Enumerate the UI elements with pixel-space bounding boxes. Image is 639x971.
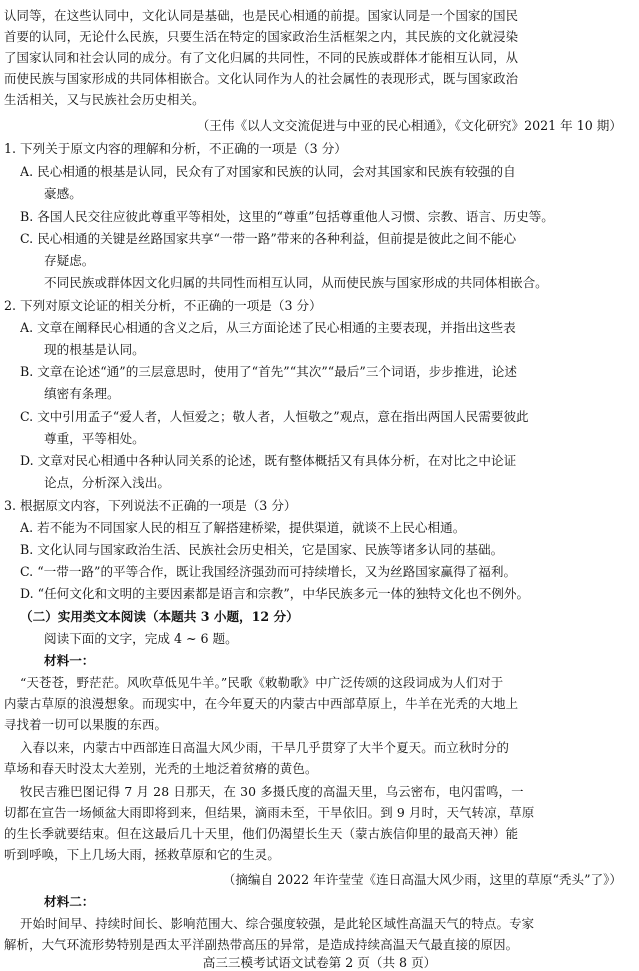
q2-option-b-cont: 缜密有条理。	[44, 386, 120, 401]
material-2-label: 材料二：	[44, 894, 95, 909]
q1-option-c-cont: 存疑虑。	[44, 253, 95, 268]
q2-option-b: B. 文章在论述“通”的三层意思时，使用了“首先”“其次”“最后”三个词语，步步推进，论述	[20, 364, 517, 379]
question-1-stem: 1. 下列关于原文内容的理解和分析，不正确的一项是（3 分）	[4, 141, 347, 156]
material-1-label: 材料一：	[44, 653, 95, 668]
material-1-line: “天苍苍，野茫茫。风吹草低见牛羊。”民歌《敕勒歌》中广泛传颂的这段词成为人们对于	[20, 675, 504, 690]
question-3-stem: 3. 根据原文内容，下列说法不正确的一项是（3 分）	[4, 498, 297, 513]
material-1-line: 寻找着一切可以果腹的东西。	[4, 717, 168, 732]
material-2-line: 开始时间早、持续时间长、影响范围大、综合强度较强，是此轮区域性高温天气的特点。专家	[20, 916, 535, 931]
material-1-line: 的生长季就要结束。但在这最后几十天里，他们仍渴望长生天（蒙古族信仰里的最高天神）能	[4, 826, 519, 841]
material-1-line: 入春以来，内蒙古中西部连日高温大风少雨，干旱几乎贯穿了大半个夏天。而立秋时分的	[20, 740, 510, 755]
material-1-line: 切都在宣告一场倾盆大雨即将到来，但结果，滴雨未至，干旱依旧。到 9 月时，天气转凉，草原	[4, 805, 535, 820]
passage-line: 生活相关，又与民族社会历史相关。	[4, 92, 205, 107]
q2-option-d: D. 文章对民心相通中各种认同关系的论述，既有整体概括又有具体分析，在对比之中论证	[20, 453, 517, 468]
citation: （摘编自 2022 年许莹莹《连日高温大风少雨，这里的草原“秃头”了》）	[222, 872, 622, 887]
q2-option-a: A. 文章在阐释民心相通的含义之后，从三方面论述了民心相通的主要表现，并指出这些表	[20, 320, 516, 335]
q3-option-b: B. 文化认同与国家政治生活、民族社会历史相关，它是国家、民族等诸多认同的基础。	[20, 542, 504, 557]
citation: （王伟《以人文交流促进与中亚的民心相通》，《文化研究》2021 年 10 期）	[196, 118, 622, 133]
q2-option-d-cont: 论点，分析深入浅出。	[44, 475, 170, 490]
passage-line: 首要的认同，无论什么民族，只要生活在特定的国家政治生活框架之内，其民族的文化就浸染	[4, 29, 519, 44]
q1-option-b: B. 各国人民交往应彼此尊重平等相处，这里的“尊重”包括尊重他人习惯、宗教、语言、历史等。	[20, 209, 554, 224]
q2-option-a-cont: 现的根基是认同。	[44, 342, 145, 357]
q1-option-d: 不同民族或群体因文化归属的共同性而相互认同，从而使民族与国家形成的共同体相嵌合。	[44, 275, 548, 290]
material-1-line: 牧民吉雅巴图记得 7 月 28 日那天，在 30 多摄氏度的高温天里，乌云密布，电闪雷鸣，一	[20, 784, 524, 799]
q3-option-a: A. 若不能为不同国家人民的相互了解搭建桥梁，提供渠道，就谈不上民心相通。	[20, 520, 466, 535]
q3-option-c: C. “一带一路”的平等合作，既让我国经济强劲而可持续增长，又为丝路国家赢得了福利。	[20, 564, 517, 579]
material-2-line: 解析，大气环流形势特别是西太平洋副热带高压的异常，是造成持续高温天气最直接的原因。	[4, 937, 519, 952]
page-footer: 高三三模考试语文试卷第 2 页（共 8 页）	[202, 955, 437, 970]
material-1-line: 听到呼唤，下上几场大雨，拯救草原和它的生灵。	[4, 847, 280, 862]
q1-option-c: C. 民心相通的关键是丝路国家共享“一带一路”带来的各种利益，但前提是彼此之间不能心	[20, 231, 517, 246]
passage-line: 而使民族与国家形成的共同体相嵌合。文化认同作为人的社会属性的表现形式，既与国家政治	[4, 71, 519, 86]
section-title: （二）实用类文本阅读（本题共 3 小题，12 分）	[20, 609, 299, 624]
q3-option-d: D. “任何文化和文明的主要因素都是语言和宗教”，中华民族多元一体的独特文化也不例外。	[20, 586, 530, 601]
q1-option-a: A. 民心相通的根基是认同，民众有了对国家和民族的认同，会对其国家和民族有较强的自	[20, 164, 516, 179]
material-1-line: 内蒙古草原的浪漫想象。而现实中，在今年夏天的内蒙古中西部草原上，牛羊在光秃的大地上	[4, 696, 519, 711]
q1-option-a-cont: 豪感。	[44, 186, 82, 201]
passage-line: 了国家认同和社会认同的成分。有了文化归属的共同性，不同的民族或群体才能相互认同，从	[4, 50, 519, 65]
passage-line: 认同等，在这些认同中，文化认同是基础，也是民心相通的前提。国家认同是一个国家的国民	[4, 8, 519, 23]
q2-option-c: C. 文中引用孟子“爱人者，人恒爱之；敬人者，人恒敬之”观点，意在指出两国人民需要彼此	[20, 409, 529, 424]
question-2-stem: 2. 下列对原文论证的相关分析，不正确的一项是（3 分）	[4, 298, 322, 313]
section-instruction: 阅读下面的文字，完成 4 ~ 6 题。	[44, 631, 238, 646]
material-1-line: 草场和春天时没太大差别，光秃的土地泛着贫瘠的黄色。	[4, 761, 318, 776]
q2-option-c-cont: 尊重，平等相处。	[44, 431, 145, 446]
